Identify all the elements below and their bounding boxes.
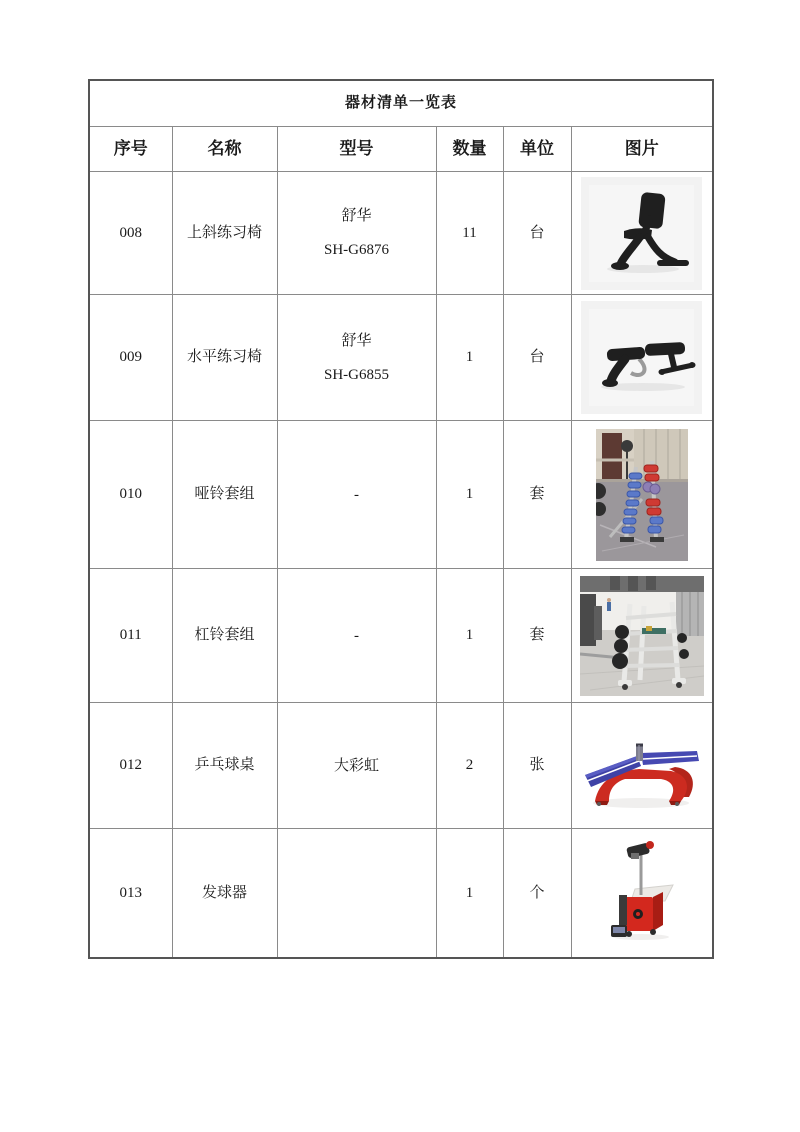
cell-quantity: 2 xyxy=(436,703,503,829)
table-row xyxy=(89,421,713,569)
cell-quantity: 11 xyxy=(436,172,503,295)
cell-unit: 个 xyxy=(503,829,571,959)
cell-serial: 010 xyxy=(89,421,172,569)
model-line xyxy=(278,876,436,910)
column-header-name: 名称 xyxy=(172,127,277,172)
header-row xyxy=(89,127,713,172)
table-tennis-table-image xyxy=(577,709,707,822)
title-row xyxy=(89,80,713,127)
cell-picture xyxy=(571,421,713,569)
table-row xyxy=(89,829,713,959)
cell-name: 发球器 xyxy=(172,829,277,959)
table-row xyxy=(89,172,713,295)
cell-model xyxy=(277,829,436,959)
cell-serial: 008 xyxy=(89,172,172,295)
cell-serial: 011 xyxy=(89,569,172,703)
cell-model xyxy=(277,172,436,295)
model-line: - xyxy=(354,486,359,503)
cell-picture xyxy=(571,295,713,421)
cell-model xyxy=(277,295,436,421)
cell-name: 乒乓球桌 xyxy=(172,703,277,829)
model-line: SH-G6855 xyxy=(323,366,389,383)
cell-name: 杠铃套组 xyxy=(172,569,277,703)
cell-model xyxy=(277,421,436,569)
cell-unit: 套 xyxy=(503,569,571,703)
cell-name: 哑铃套组 xyxy=(172,421,277,569)
cell-picture xyxy=(571,703,713,829)
cell-unit: 张 xyxy=(503,703,571,829)
equipment-table xyxy=(88,79,714,959)
column-header-serial: 序号 xyxy=(89,127,172,172)
cell-name: 水平练习椅 xyxy=(172,295,277,421)
model-line: SH-G6876 xyxy=(323,242,389,258)
cell-quantity: 1 xyxy=(436,829,503,959)
ball-serving-machine-image xyxy=(605,837,679,949)
cell-quantity: 1 xyxy=(436,569,503,703)
barbell-rack-photo xyxy=(580,576,704,696)
cell-unit: 套 xyxy=(503,421,571,569)
cell-unit: 台 xyxy=(503,172,571,295)
cell-quantity: 1 xyxy=(436,295,503,421)
model-line: - xyxy=(354,627,359,644)
table-row xyxy=(89,703,713,829)
table-title: 器材清单一览表 xyxy=(89,80,713,127)
table-row xyxy=(89,569,713,703)
cell-serial: 009 xyxy=(89,295,172,421)
column-header-picture: 图片 xyxy=(571,127,713,172)
model-line: 舒华 xyxy=(341,332,372,349)
table-row xyxy=(89,295,713,421)
cell-picture xyxy=(571,172,713,295)
cell-unit: 台 xyxy=(503,295,571,421)
model-line: 大彩虹 xyxy=(333,757,379,774)
cell-serial: 012 xyxy=(89,703,172,829)
incline-trainer-chair-image xyxy=(581,177,702,290)
cell-serial: 013 xyxy=(89,829,172,959)
dumbbell-rack-photo xyxy=(596,429,688,561)
cell-model xyxy=(277,703,436,829)
column-header-quantity: 数量 xyxy=(436,127,503,172)
cell-picture xyxy=(571,569,713,703)
cell-model xyxy=(277,569,436,703)
cell-quantity: 1 xyxy=(436,421,503,569)
column-header-model: 型号 xyxy=(277,127,436,172)
cell-name: 上斜练习椅 xyxy=(172,172,277,295)
column-header-unit: 单位 xyxy=(503,127,571,172)
model-line: 舒华 xyxy=(341,208,372,224)
cell-picture xyxy=(571,829,713,959)
flat-trainer-bench-image xyxy=(581,301,702,414)
